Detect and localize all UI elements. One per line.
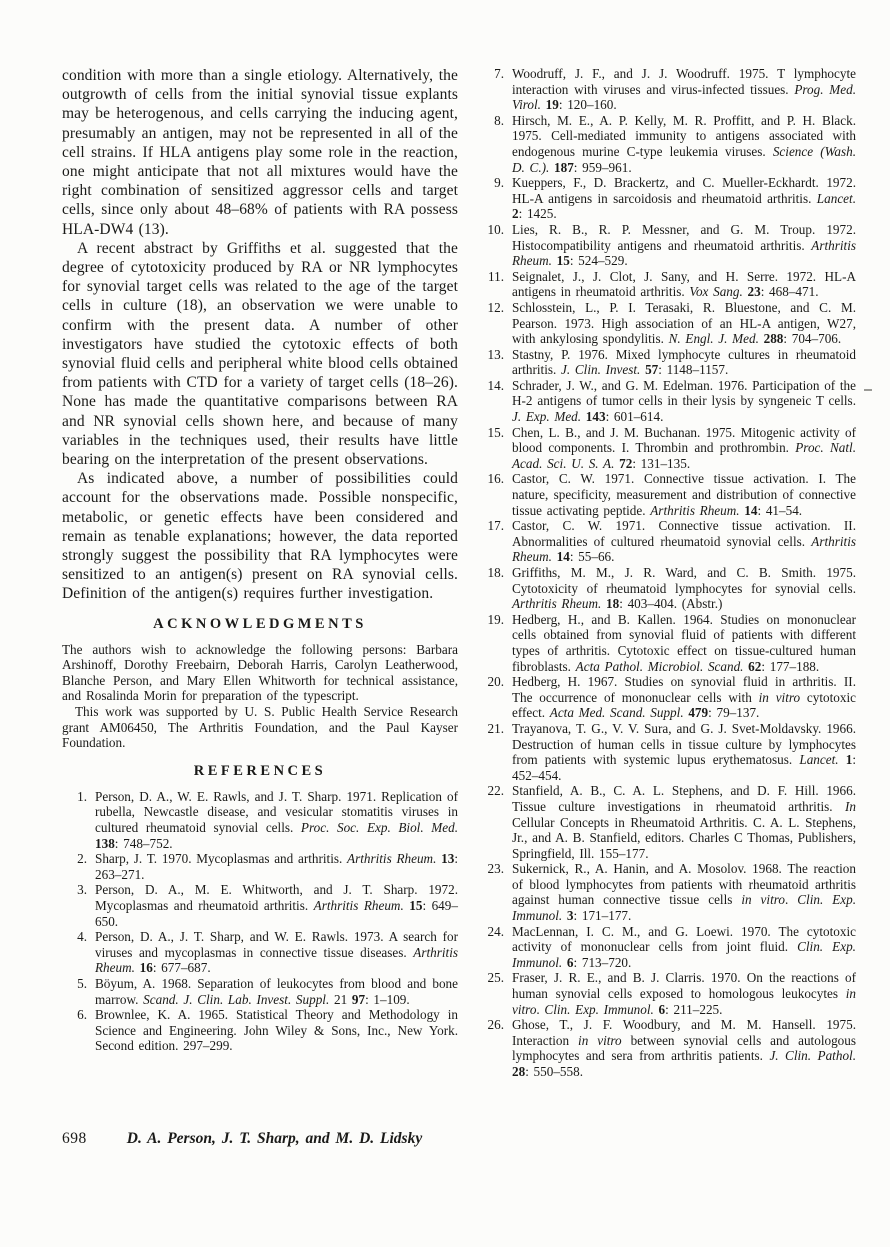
reference-number: 5. <box>77 975 87 991</box>
reference-text: MacLennan, I. C. M., and G. Loewi. 1970. The cytotoxic activity of mononuclear cells from joint fluid. Clin. Exp. Immunol. 6: 713–720. <box>512 923 856 970</box>
body-paragraph: A recent abstract by Griffiths et al. suggested that the degree of cytotoxicity produced by RA or NR lymphocytes for synovial target cells was related to the age of the target cells in culture (18), an observation we were unable to confirm with the present data. A number of other investigators have studied the cytotoxic effects of both synovial fluid cells and peripheral white blood cells obtained from patients with CTD for a variety of target cells (18–26). None has made the quantitative comparisons between RA and NR synovial cells shown here, and because of many variables in the techniques used, their results have little bearing on the interpretation of the present observations. <box>62 239 458 469</box>
page-number: 698 <box>62 1130 87 1147</box>
reference-text: Kueppers, F., D. Brackertz, and C. Mueller-Eckhardt. 1972. HL-A antigens in sarcoidosis and rheumatoid arthritis. Lancet. 2: 1425. <box>512 175 856 222</box>
reference-item <box>479 924 856 971</box>
reference-text: Castor, C. W. 1971. Connective tissue activation. I. The nature, specificity, measurement and distribution of connective tissue activating peptide. Arthritis Rheum. 14: 41–54. <box>512 471 856 518</box>
reference-text: Fraser, J. R. E., and B. J. Clarris. 1970. On the reactions of human synovial cells exposed to homologous leukocytes in vitro. Clin. Exp. Immunol. 6: 211–225. <box>512 970 856 1017</box>
reference-number: 16. <box>487 471 504 487</box>
reference-item <box>62 929 458 976</box>
reference-item <box>479 66 856 113</box>
reference-number: 8. <box>494 112 504 128</box>
reference-item <box>62 851 458 882</box>
page-footer <box>62 1130 462 1148</box>
reference-item <box>479 1017 856 1079</box>
reference-number: 21. <box>487 720 504 736</box>
scan-artifact-mark <box>864 389 872 391</box>
reference-item <box>62 1007 458 1054</box>
reference-text: Brownlee, K. A. 1965. Statistical Theory and Methodology in Science and Engineering. John Wiley & Sons, Inc., New York. Second edition. 297–299. <box>95 1007 458 1054</box>
reference-item <box>479 269 856 300</box>
reference-item <box>479 783 856 861</box>
reference-item <box>479 674 856 721</box>
reference-item <box>479 113 856 175</box>
reference-number: 25. <box>487 970 504 986</box>
reference-number: 1. <box>77 788 87 804</box>
acknowledgments-paragraph: This work was supported by U. S. Public Health Service Research grant AM06450, The Arthritis Foundation, and the Paul Kayser Foundation. <box>62 704 458 751</box>
reference-item <box>479 425 856 472</box>
right-column <box>479 66 856 1080</box>
reference-item <box>479 347 856 378</box>
left-column <box>62 66 458 1080</box>
reference-text: Hedberg, H. 1967. Studies on synovial fluid in arthritis. II. The occurrence of mononuclear cells with in vitro cytotoxic effect. Acta Med. Scand. Suppl. 479: 79–137. <box>512 674 856 721</box>
reference-text: Ghose, T., J. F. Woodbury, and M. M. Hansell. 1975. Interaction in vitro between synovial cells and autologous lymphocytes and sera from arthritis patients. J. Clin. Pathol. 28: 550–558. <box>512 1017 856 1079</box>
reference-item <box>479 471 856 518</box>
reference-number: 26. <box>487 1017 504 1033</box>
reference-text: Castor, C. W. 1971. Connective tissue activation. II. Abnormalities of cultured rheumatoid synovial cells. Arthritis Rheum. 14: 55–66. <box>512 518 856 565</box>
reference-item <box>479 518 856 565</box>
reference-number: 20. <box>487 674 504 690</box>
reference-item <box>479 612 856 674</box>
body-paragraph: As indicated above, a number of possibilities could account for the observations made. Possible nonspecific, metabolic, or genetic effects have been considered and remain as tenable explanations; however, the data reported strongly suggest the possibility that RA lymphocytes were sensitized to an antigen(s) present on RA synovial cells. Definition of the antigen(s) requires further investigation. <box>62 470 458 603</box>
reference-number: 23. <box>487 861 504 877</box>
reference-text: Hirsch, M. E., A. P. Kelly, M. R. Proffitt, and P. H. Black. 1975. Cell-mediated immunity to antigens associated with endogenous murine C-type leukemia viruses. Science (Wash. D. C.). 187: 959–961. <box>512 112 856 175</box>
reference-text: Lies, R. B., R. P. Messner, and G. M. Troup. 1972. Histocompatibility antigens and rheumatoid arthritis. Arthritis Rheum. 15: 524–529. <box>512 221 856 269</box>
reference-number: 9. <box>494 175 504 191</box>
references-heading: REFERENCES <box>193 762 327 779</box>
reference-text: Seignalet, J., J. Clot, J. Sany, and H. Serre. 1972. HL-A antigens in rheumatoid arthritis. Vox Sang. 23: 468–471. <box>512 268 856 300</box>
reference-number: 14. <box>487 377 504 393</box>
reference-number: 12. <box>487 299 504 315</box>
two-column-layout <box>62 66 856 1080</box>
reference-text: Person, D. A., M. E. Whitworth, and J. T. Sharp. 1972. Mycoplasmas and rheumatoid arthritis. Arthritis Rheum. 15: 649–650. <box>95 882 458 929</box>
reference-number: 3. <box>77 882 87 898</box>
reference-text: Hedberg, H., and B. Kallen. 1964. Studies on mononuclear cells obtained from synovial fluid of patients with different types of arthritis. Cytotoxic effect on tissue-cultured human fibroblasts. Acta Pathol. Microbiol. Scand. 62: 177–188. <box>512 611 856 674</box>
reference-item <box>479 861 856 923</box>
reference-text: Person, D. A., J. T. Sharp, and W. E. Rawls. 1973. A search for viruses and mycoplasmas in connective tissue diseases. Arthritis Rheum. 16: 677–687. <box>95 929 458 976</box>
references-list-right <box>479 66 856 1080</box>
reference-number: 13. <box>487 346 504 362</box>
reference-item <box>62 882 458 929</box>
reference-text: Schrader, J. W., and G. M. Edelman. 1976. Participation of the H-2 antigens of tumor cells in their lysis by syngeneic T cells. J. Exp. Med. 143: 601–614. <box>512 377 856 425</box>
reference-text: Schlosstein, L., P. I. Terasaki, R. Bluestone, and C. M. Pearson. 1973. High association of an HL-A antigen, W27, with ankylosing spondylitis. N. Engl. J. Med. 288: 704–706. <box>512 299 856 347</box>
reference-text: Stanfield, A. B., C. A. L. Stephens, and D. F. Hill. 1966. Tissue culture investigations in rheumatoid arthritis. In Cellular Concepts in Rheumatoid Arthritis. C. A. L. Stephens, Jr., and A. B. Stanfield, editors. Charles C Thomas, Publishers, Springfield, Ill. 155–177. <box>512 783 856 861</box>
reference-number: 4. <box>77 929 87 945</box>
reference-text: Person, D. A., W. E. Rawls, and J. T. Sharp. 1971. Replication of rubella, Newcastle disease, and vesicular stomatitis viruses in cultured rheumatoid synovial cells. Proc. Soc. Exp. Biol. Med. 138: 748–752. <box>95 788 458 851</box>
reference-item <box>479 378 856 425</box>
reference-text: Sukernick, R., A. Hanin, and A. Mosolov. 1968. The reaction of blood lymphocytes from patients with rheumatoid arthritis against human connective tissue cells in vitro. Clin. Exp. Immunol. 3: 171–177. <box>512 861 857 924</box>
reference-item <box>479 222 856 269</box>
reference-number: 24. <box>487 923 504 939</box>
reference-number: 22. <box>487 783 504 799</box>
acknowledgments-paragraphs <box>62 642 458 751</box>
discussion-paragraphs <box>62 66 458 604</box>
reference-item <box>479 300 856 347</box>
body-paragraph: condition with more than a single etiology. Alternatively, the outgrowth of cells from the initial synovial tissue explants may be heterogenous, and cells carrying the inducing agent, presumably an antigen, may not be represented in all of the cell strains. If HLA antigens play some role in the reaction, one might anticipate that not all mixtures would have the right combination of sensitized aggressor cells and target cells, since only about 48–68% of patients with RA possess HLA-DW4 (13). <box>62 67 458 238</box>
reference-text: Woodruff, J. F., and J. J. Woodruff. 1975. T lymphocyte interaction with viruses and virus-infected tissues. Prog. Med. Virol. 19: 120–160. <box>512 66 857 113</box>
reference-number: 11. <box>488 268 504 284</box>
reference-number: 7. <box>494 66 504 81</box>
reference-text: Stastny, P. 1976. Mixed lymphocyte cultures in rheumatoid arthritis. J. Clin. Invest. 57: 1148–1157. <box>512 346 856 378</box>
reference-text: Chen, L. B., and J. M. Buchanan. 1975. Mitogenic activity of blood components. I. Thrombin and prothrombin. Proc. Natl. Acad. Sci. U. S. A. 72: 131–135. <box>512 424 856 471</box>
references-list-left <box>62 789 458 1054</box>
reference-text: Trayanova, T. G., V. V. Sura, and G. J. Svet-Moldavsky. 1966. Destruction of human cells in tissue culture by lymphocytes from patients with systemic lupus erythematosus. Lancet. 1: 452–454. <box>512 720 857 783</box>
reference-item <box>62 789 458 851</box>
reference-item <box>62 976 458 1007</box>
reference-item <box>479 970 856 1017</box>
reference-number: 17. <box>487 518 504 534</box>
reference-number: 19. <box>487 611 504 627</box>
acknowledgments-heading: ACKNOWLEDGMENTS <box>153 615 367 632</box>
reference-number: 10. <box>487 221 504 237</box>
reference-number: 18. <box>487 565 504 580</box>
reference-item <box>479 565 856 612</box>
acknowledgments-paragraph: The authors wish to acknowledge the following persons: Barbara Arshinoff, Dorothy Freebairn, Deborah Harris, Carolyn Leatherwood, Blanche Person, and Mary Ellen Whitworth for technical assistance, and Rosalinda Morin for preparation of the typescript. <box>62 641 458 704</box>
reference-item <box>479 721 856 783</box>
reference-number: 6. <box>77 1007 87 1023</box>
reference-text: Griffiths, M. M., J. R. Ward, and C. B. Smith. 1975. Cytotoxicity of rheumatoid lymphocytes for synovial cells. Arthritis Rheum. 18: 403–404. (Abstr.) <box>512 565 856 612</box>
reference-text: Sharp, J. T. 1970. Mycoplasmas and arthritis. Arthritis Rheum. 13: 263–271. <box>95 851 458 882</box>
running-head-authors: D. A. Person, J. T. Sharp, and M. D. Lidsky <box>126 1130 423 1147</box>
reference-number: 2. <box>77 851 87 867</box>
reference-number: 15. <box>487 424 504 440</box>
reference-text: Böyum, A. 1968. Separation of leukocytes from blood and bone marrow. Scand. J. Clin. Lab. Invest. Suppl. 21 97: 1–109. <box>95 975 458 1007</box>
reference-item <box>479 175 856 222</box>
